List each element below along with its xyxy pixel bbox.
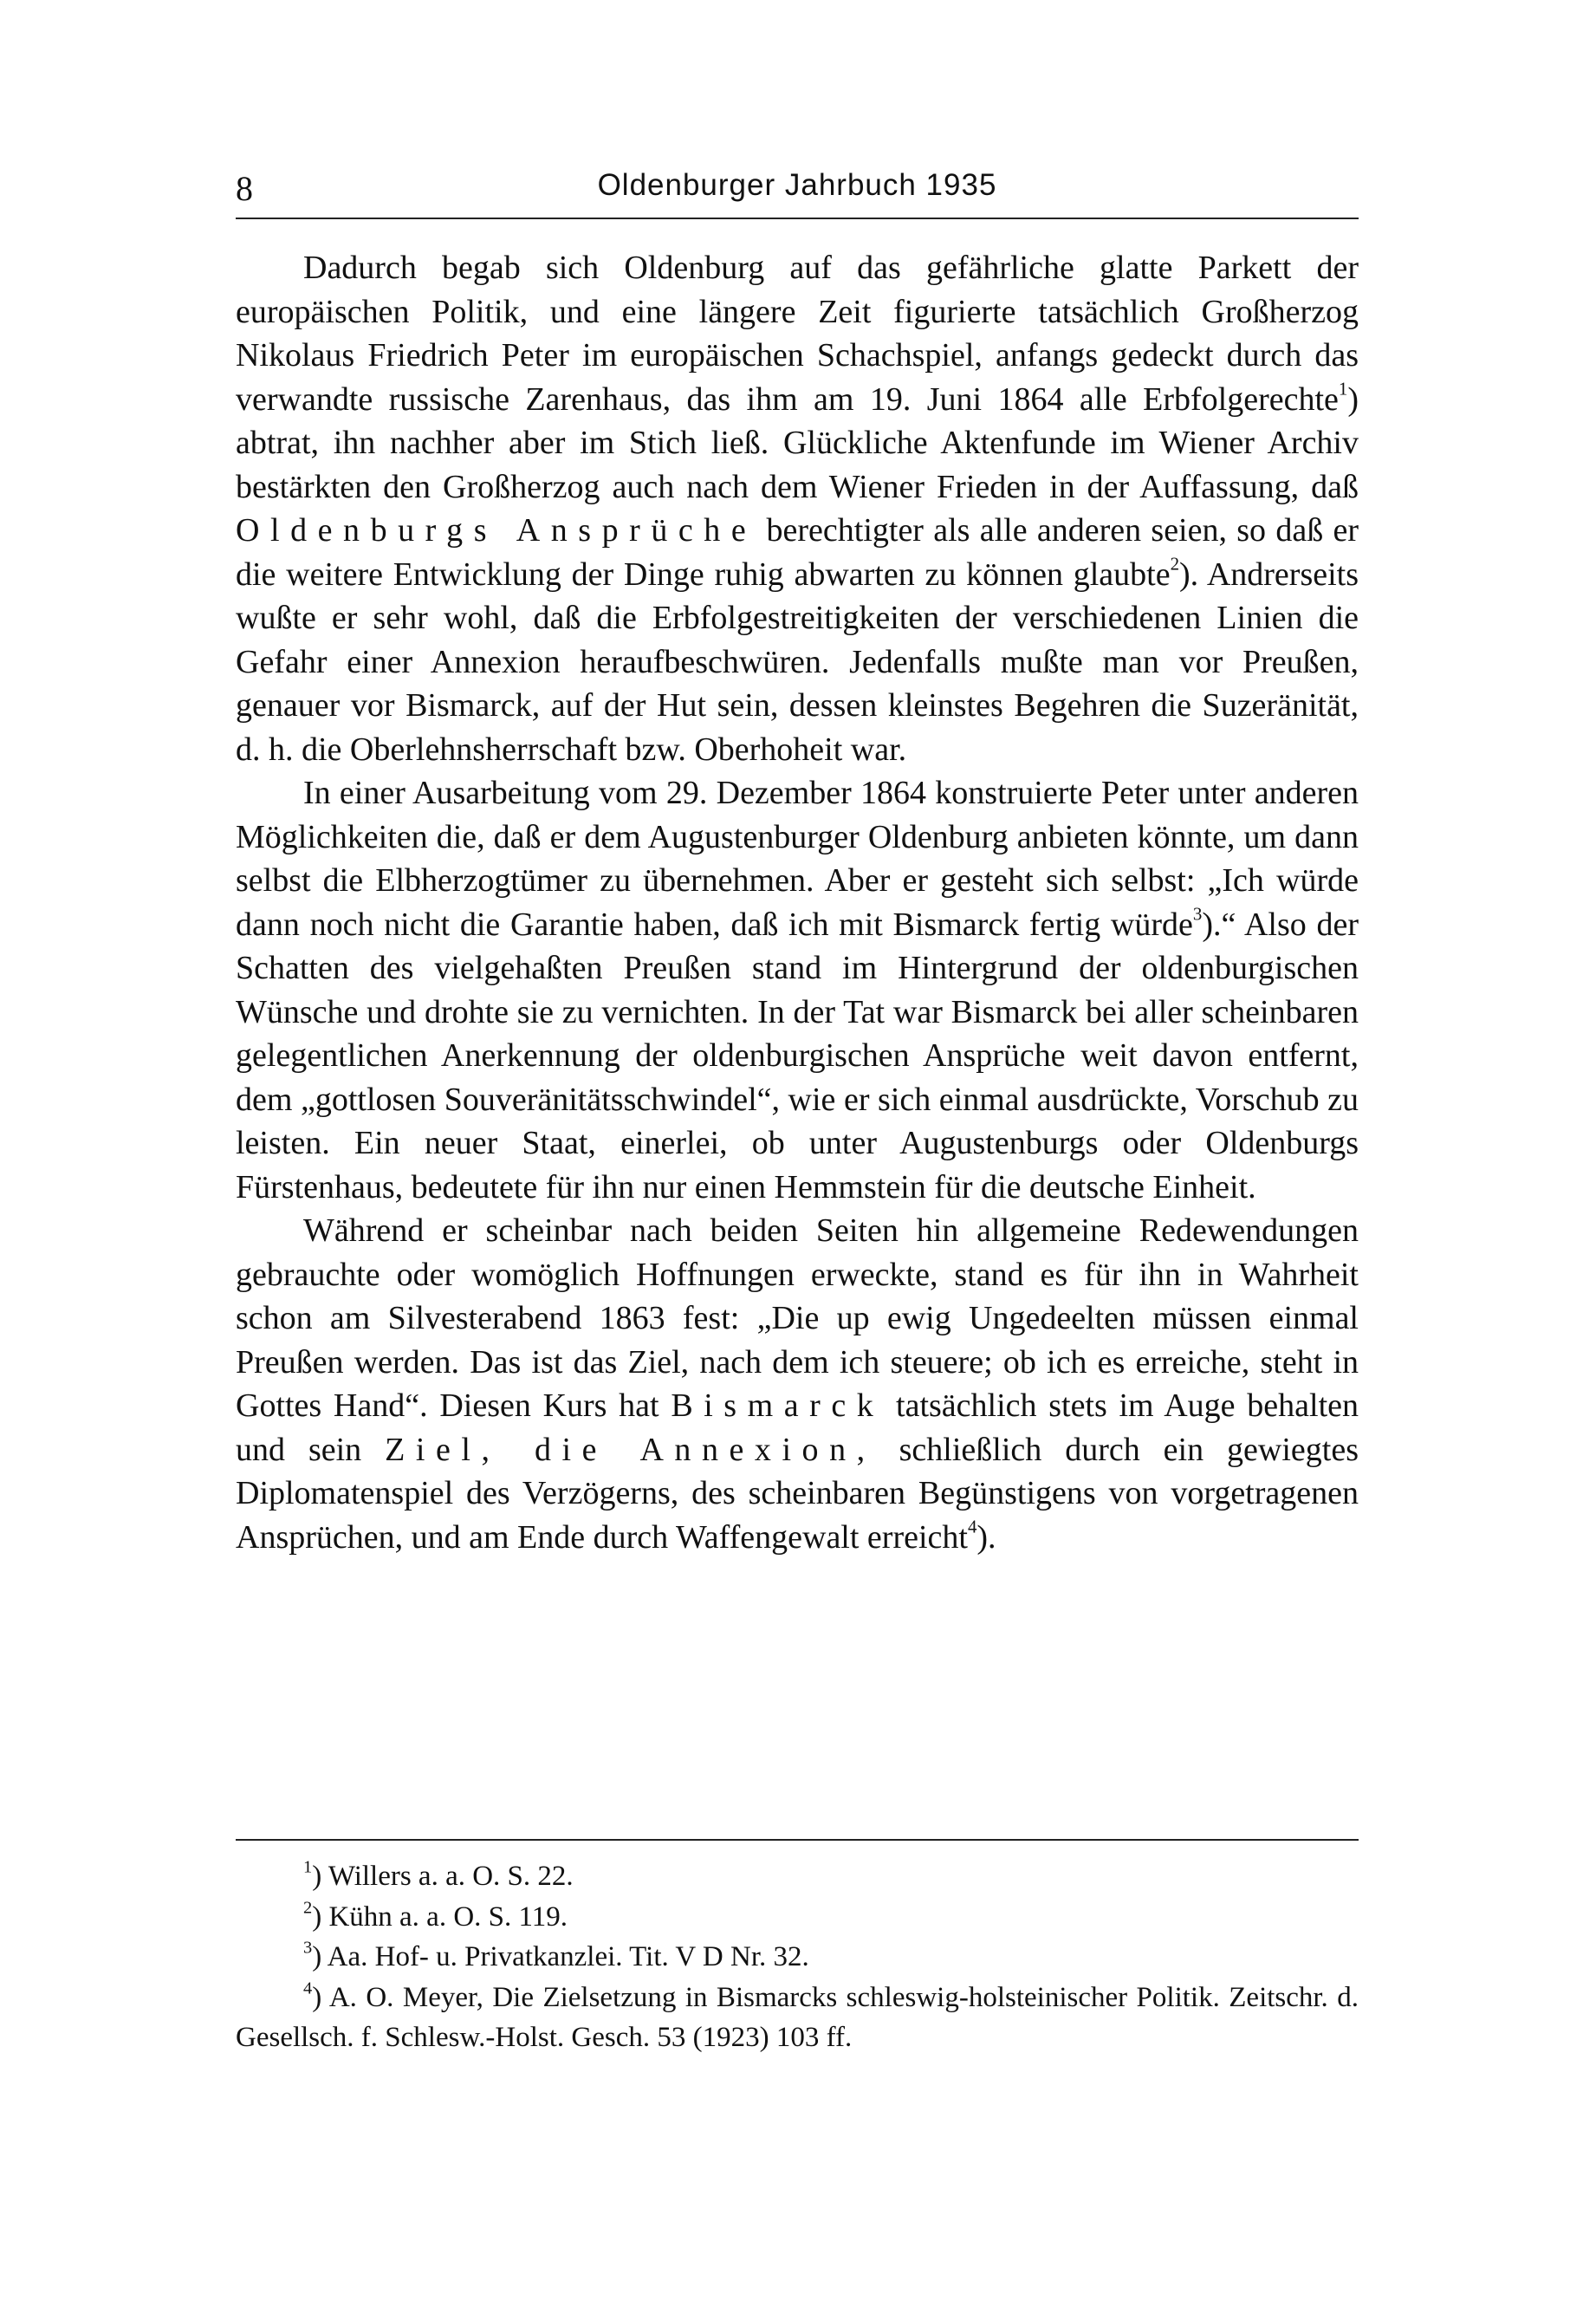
footnote-1-text: ) Willers a. a. O. S. 22. [312, 1861, 574, 1892]
paragraph-3-text-b: tatsächlich stets im Auge behalten und sein [236, 1387, 1359, 1468]
running-head [236, 168, 1359, 220]
page-number: 8 [236, 169, 253, 208]
footnote-4-text: ) A. O. Meyer, Die Zielsetzung in Bismarcks schleswig-holsteinischer Politik. Zeitschr. d. Gesellsch. f. Schlesw.-Holst. Gesch. 53 (1923) 103 ff. [236, 1981, 1359, 2053]
paragraph-2 [236, 771, 1359, 1209]
footnote-1 [236, 1856, 1359, 1897]
footnote-4 [236, 1978, 1359, 2058]
journal-title: Oldenburger Jahrbuch 1935 [597, 168, 997, 202]
paragraph-1-text-b: ) abtrat, ihn nachher aber im Stich ließ. Glückliche Aktenfunde im Wiener Archiv bestärkten den Großherzog auch nach dem Wiener Frieden in der Auffassung, daß [236, 380, 1359, 505]
footnote-3-mark: 3 [303, 1938, 313, 1958]
paragraph-1-text-c: berechtigter als alle anderen seien, so daß er die weitere Entwicklung der Dinge ruhig abwarten zu können glaubte [236, 512, 1359, 593]
footnote-2-text: ) Kühn a. a. O. S. 119. [312, 1900, 568, 1933]
paragraph-1 [236, 246, 1359, 771]
paragraph-3 [236, 1209, 1359, 1559]
footnote-ref-2: 2 [1170, 552, 1180, 574]
paragraph-3-text-c: schließlich durch ein gewiegtes Diplomatenspiel des Verzögerns, des scheinbaren Begünstigens von vorgetragenen Ansprüchen, und am Ende durch Waffengewalt erreicht [236, 1431, 1359, 1556]
paragraph-1-text-a: Dadurch begab sich Oldenburg auf das gefährliche glatte Parkett der europäischen Politik, und eine längere Zeit figurierte tatsächlich Großherzog Nikolaus Friedrich Peter im europäischen Schachspiel, anfangs gedeckt durch das verwandte russische Zarenhaus, das ihm am 19. Juni 1864 alle Erbfolgerechte [236, 250, 1359, 418]
footnote-2 [236, 1897, 1359, 1938]
footnote-1-mark: 1 [303, 1857, 313, 1877]
footnote-ref-4: 4 [967, 1515, 977, 1537]
footnotes [236, 1856, 1359, 2058]
paragraph-3-text-a: Während er scheinbar nach beiden Seiten hin allgemeine Redewendungen gebrauchte oder womöglich Hoffnungen erweckte, stand es für ihn in Wahrheit schon am Silvesterabend 1863 fest: „Die up ewig Ungedeelten müssen einmal Preußen werden. Das ist das Ziel, nach dem ich steuere; ob ich es erreiche, steht in Gottes Hand“. Diesen Kurs hat [236, 1212, 1359, 1424]
footnote-3-text: ) Aa. Hof- u. Privatkanzlei. Tit. V D Nr. 32. [312, 1941, 809, 1972]
footnote-3 [236, 1937, 1359, 1978]
emphasis-oldenburgs-ansprueche: Oldenburgs Ansprüche [236, 512, 757, 549]
emphasis-bismarck: Bismarck [671, 1387, 885, 1424]
footnote-4-mark: 4 [303, 1978, 313, 1998]
paragraph-2-text-a: In einer Ausarbeitung vom 29. Dezember 1864 konstruierte Peter unter anderen Möglichkeiten die, daß er dem Augustenburger Oldenburg anbieten könnte, um dann selbst die Elbherzogtümer zu übernehmen. Aber er gesteht sich selbst: „Ich würde dann noch nicht die Garantie haben, daß ich mit Bismarck fertig würde [236, 775, 1359, 943]
footnote-ref-3: 3 [1192, 902, 1203, 924]
footnote-rule [236, 1839, 1359, 1841]
header-rule [236, 218, 1359, 219]
emphasis-ziel-annexion: Ziel, die Annexion, [385, 1431, 876, 1468]
body-text [236, 246, 1359, 1559]
paragraph-3-text-d: ). [976, 1518, 996, 1556]
paragraph-2-text-b: ).“ Also der Schatten des vielgehaßten Preußen stand im Hintergrund der oldenburgischen Wünsche und drohte sie zu vernichten. In der Tat war Bismarck bei aller scheinbaren gelegentlichen Anerkennung der oldenburgischen Ansprüche weit davon entfernt, dem „gottlosen Souveränitätsschwindel“, wie er sich einmal ausdrückte, Vorschub zu leisten. Ein neuer Staat, einerlei, ob unter Augustenburgs oder Oldenburgs Fürstenhaus, bedeutete für ihn nur einen Hemmstein für die deutsche Einheit. [236, 906, 1359, 1205]
paragraph-1-text-d: ). Andrerseits wußte er sehr wohl, daß die Erbfolgestreitigkeiten der verschiedenen Linien die Gefahr einer Annexion heraufbeschwüren. Jedenfalls mußte man vor Preußen, genauer vor Bismarck, auf der Hut sein, dessen kleinstes Begehren die Suzeränität, d. h. die Oberlehnsherrschaft bzw. Oberhoheit war. [236, 556, 1359, 768]
footnote-ref-1: 1 [1338, 377, 1348, 399]
footnote-2-mark: 2 [303, 1898, 313, 1918]
